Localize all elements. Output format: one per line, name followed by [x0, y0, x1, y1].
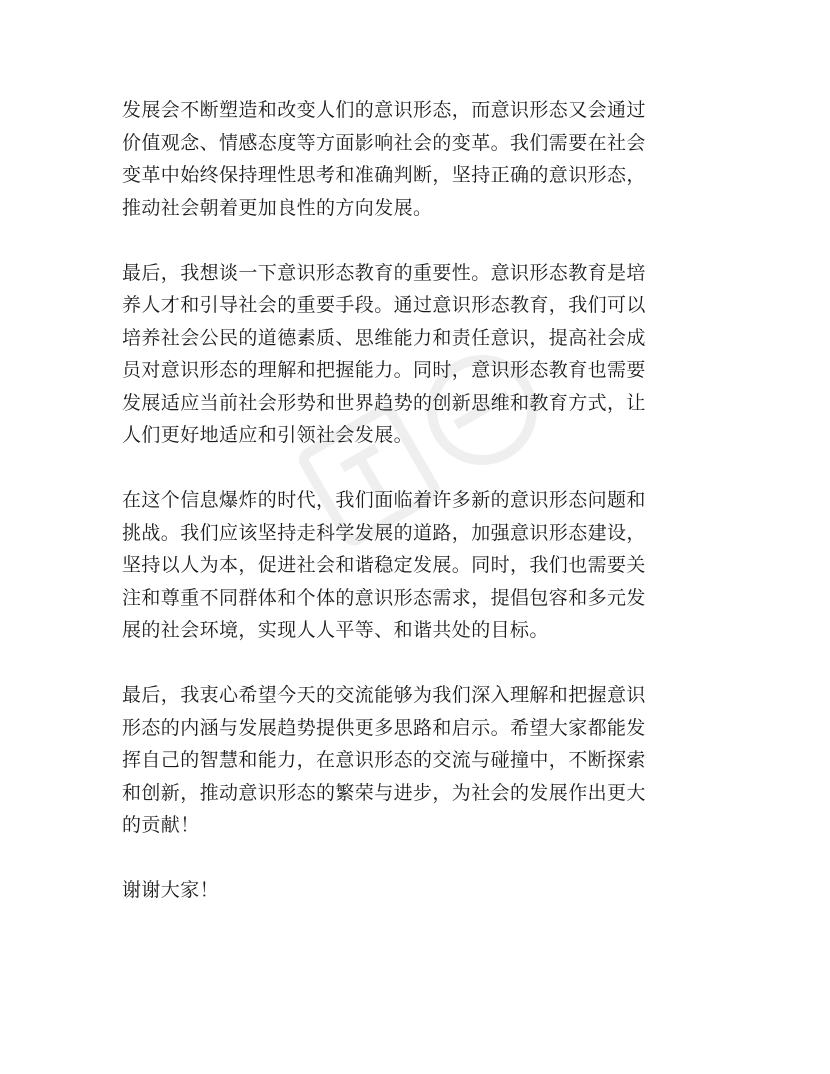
text-line: 谢谢大家！: [122, 879, 220, 901]
text-line: 在这个信息爆炸的时代，我们面临着许多新的意识形态问题和: [122, 489, 646, 511]
text-line: 和创新，推动意识形态的繁荣与进步，为社会的发展作出更大: [122, 781, 646, 804]
paragraph-3: [122, 484, 714, 647]
document-body: [122, 94, 714, 907]
text-line: 的贡献！: [122, 814, 200, 836]
text-line: 注和尊重不同群体和个体的意识形态需求，提倡包容和多元发: [122, 586, 646, 609]
paragraph-spacer: [122, 647, 714, 680]
text-line: 推动社会朝着更加良性的方向发展。: [122, 196, 433, 219]
text-line: 价值观念、情感态度等方面影响社会的变革。我们需要在社会: [122, 131, 646, 154]
paragraph-spacer: [122, 452, 714, 485]
text-line: 最后，我想谈一下意识形态教育的重要性。意识形态教育是培: [122, 261, 646, 284]
paragraph-4: [122, 679, 714, 842]
paragraph-1: [122, 94, 714, 224]
text-line: 发展适应当前社会形势和世界趋势的创新思维和教育方式，让: [122, 391, 646, 414]
text-line: 发展会不断塑造和改变人们的意识形态，而意识形态又会通过: [122, 99, 646, 121]
paragraph-spacer: [122, 842, 714, 875]
text-line: 展的社会环境，实现人人平等、和谐共处的目标。: [122, 619, 549, 641]
text-line: 人们更好地适应和引领社会发展。: [122, 424, 414, 446]
text-line: 挑战。我们应该坚持走科学发展的道路，加强意识形态建设，: [122, 521, 646, 544]
text-line: 挥自己的智慧和能力，在意识形态的交流与碰撞中，不断探索: [122, 749, 646, 771]
text-line: 形态的内涵与发展趋势提供更多思路和启示。希望大家都能发: [122, 716, 646, 739]
text-line: 养人才和引导社会的重要手段。通过意识形态教育，我们可以: [122, 294, 646, 316]
text-line: 坚持以人为本，促进社会和谐稳定发展。同时，我们也需要关: [122, 554, 646, 576]
text-line: 员对意识形态的理解和把握能力。同时，意识形态教育也需要: [122, 359, 646, 381]
text-line: 变革中始终保持理性思考和准确判断，坚持正确的意识形态，: [122, 164, 646, 186]
paragraph-spacer: [122, 224, 714, 257]
text-line: 培养社会公民的道德素质、思维能力和责任意识，提高社会成: [122, 326, 646, 349]
text-line: 最后，我衷心希望今天的交流能够为我们深入理解和把握意识: [122, 684, 646, 706]
paragraph-2: [122, 257, 714, 452]
paragraph-closing: [122, 874, 714, 907]
